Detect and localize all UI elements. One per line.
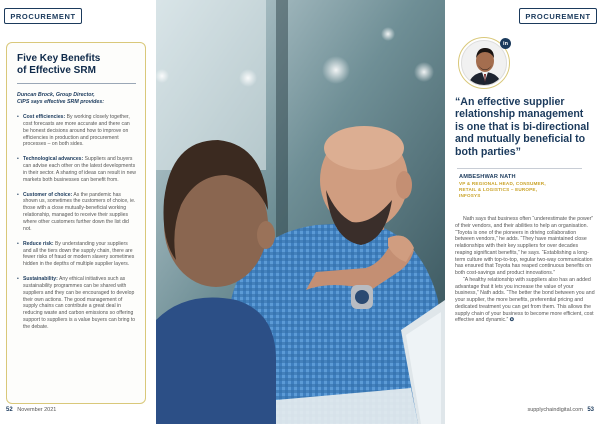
left-page [0, 0, 156, 424]
benefit-item [17, 114, 136, 148]
right-page [445, 0, 600, 424]
benefit-text: By understanding your suppliers and all the tiers down the supply chain, there are fewer risks of fraud or modern slavery sometimes hidden in the depths of multiple supplier layers. [23, 240, 135, 268]
benefit-lead: Customer of choice: [23, 191, 73, 198]
body-paragraph-text: Nath says that business often “underestimate the power” of their vendors, and their abilities to help an organisation. “Toyota is one of the pioneers in driving collaboration between vendors,” he adds. “They have maintained close relationships with their key suppliers for over decades reaping significant benefits,” he says. “Establishing a long-term culture with top-to-top, regular two-way communication has ensured that Toyota has reaped continuous benefits on both cost-savings and product innovations.” [455, 216, 594, 276]
page-folio-right [527, 407, 594, 413]
benefit-text: Any ethical initiatives such as sustainability programmes can be shared with suppliers and they can be encouraged to develop their own actions. The good management of supply chains can contribute a great deal in reducing waste and carbon emissions so offering support to suppliers is a value buyers can bring to the debate. [23, 276, 136, 330]
section-label-right: PROCUREMENT [519, 8, 597, 24]
body-paragraph [455, 277, 595, 324]
benefit-lead: Reduce risk: [23, 240, 54, 247]
page-folio-left [6, 407, 56, 413]
benefit-item [17, 276, 136, 331]
speaker-avatar [461, 40, 507, 86]
benefit-lead: Sustainability: [23, 276, 58, 283]
site-url[interactable]: supplychaindigital.com [527, 407, 583, 413]
end-mark-icon: ✪ [509, 317, 515, 324]
benefits-list [17, 114, 136, 331]
benefit-item [17, 156, 136, 183]
benefit-text: By working closely together, cost forecasts are more accurate and there can be honest decisions around how to improve on efficiencies in production and procurement processes – on both sides. [23, 114, 130, 148]
linkedin-icon[interactable]: in [500, 38, 511, 49]
page-number: 53 [587, 407, 594, 413]
benefit-text: Suppliers and buyers can advise each other on the latest developments in their sector. A sharing of ideas can result in new markets both businesses can benefit from. [23, 156, 136, 183]
attribution-role-line: RETAIL & LOGISTICS – EUROPE, [459, 186, 538, 192]
sidebar-title-line: Five Key Benefits [17, 53, 101, 64]
body-paragraph-text: “A healthy relationship with suppliers also has an added advantage that it lets you increase the value of your business,” Nath adds. “The better the bond between you and your supplier, the more benefits, preferential pricing and dedicated treatment you can get from them. This allows the supply chain of your business to become more efficient, cost effective and dynamic.” [455, 276, 595, 324]
page-number: 52 [6, 407, 13, 413]
attribution-role-line: VP & REGIONAL HEAD, CONSUMER, [459, 181, 546, 186]
section-label-left: PROCUREMENT [4, 8, 82, 24]
attribution-name: AMBESHWAR NATH [459, 174, 516, 180]
benefit-item [17, 192, 136, 233]
attribution-role [459, 181, 579, 198]
benefit-text: As the pandemic has shown us, sometimes the customers of choice, ie. those with a close mutually-beneficial working relationship, managed to receive their supplies where other customers further down the list did not. [23, 191, 136, 232]
body-paragraph [455, 216, 595, 277]
office-meeting-photo [156, 0, 445, 424]
sidebar-intro-line: Duncan Brock, Group Director, [17, 92, 95, 98]
sidebar-divider [17, 83, 136, 84]
benefits-sidebar [6, 42, 146, 404]
benefit-item [17, 241, 136, 268]
benefit-lead: Technological advances: [23, 156, 84, 163]
sidebar-intro-line: CIPS says effective SRM provides: [17, 99, 105, 105]
sidebar-intro [17, 92, 136, 106]
issue-date: November 2021 [17, 407, 57, 413]
pull-quote: “An effective supplier relationship management is one that is bi-directional and mutually beneficial to both parties” [455, 96, 590, 158]
quote-divider [457, 168, 582, 169]
article-body [455, 216, 595, 324]
sidebar-title [17, 53, 136, 77]
attribution-role-line: INFOSYS [459, 192, 481, 198]
sidebar-title-line: of Effective SRM [17, 65, 96, 76]
benefit-lead: Cost efficiencies: [23, 114, 66, 120]
